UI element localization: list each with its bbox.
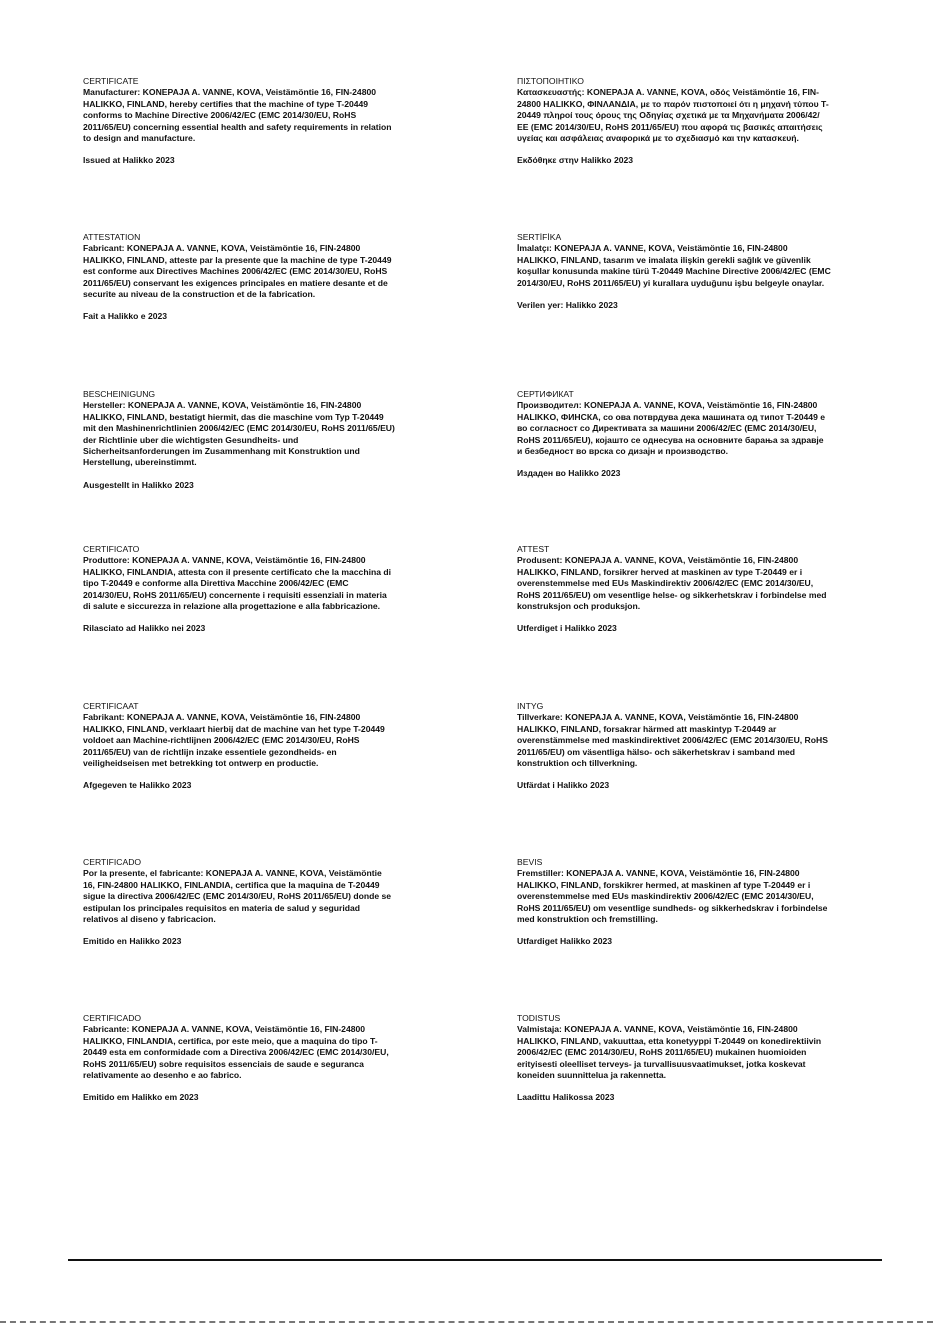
- certificate-text: Tillverkare: KONEPAJA A. VANNE, KOVA, Veistämöntie 16, FIN-24800 HALIKKO, FINLAND, forsakrar härmed att maskintyp T-20449 ar overenstämmelse med maskindirektivet 2006/42/EC (EMC 2014/30/EU, RoHS 2011/65/EU) om väsentliga hälso- och säkerhetskrav i samband med konstruktion och tillverkning.: [517, 712, 828, 769]
- certificate-issued: Fait a Halikko e 2023: [83, 311, 168, 322]
- certificate-issued: Verilen yer: Halikko 2023: [517, 300, 618, 311]
- certificate-da: [517, 857, 831, 948]
- certificate-fi: [517, 1013, 831, 1104]
- certificate-title: CERTIFICADO: [83, 1013, 142, 1023]
- certificate-title: TODISTUS: [517, 1013, 561, 1023]
- certificate-es: [83, 857, 395, 948]
- certificate-text: Κατασκευαστής: KONEPAJA A. VANNE, KOVA, οδός Veistämöntie 16, FIN-24800 HALIKKO, ΦΙΝΛΑΝΔΙΑ, με το παρόν πιστοποιεί ότι η μηχανή τύπου T-20449 πληροί τους όρους της Οδηγίας σχετικά με τα Μηχανήματα 2006/42/ΕΕ (EMC 2014/30/EU, RoHS 2011/65/EU) που αφορά τις βασικές απαιτήσεις υγείας και ασφάλειας αναφορικά με το σχεδιασμό και την κατασκευή.: [517, 87, 829, 144]
- certificate-tr: [517, 232, 831, 311]
- certificate-text: Valmistaja: KONEPAJA A. VANNE, KOVA, Veistämöntie 16, FIN-24800 HALIKKO, FINLAND, vakuuttaa, etta konetyyppi T-20449 on konedirektiivin 2006/42/EC (EMC 2014/30/EU, RoHS 2011/65/EU) mukainen huomioiden erityisesti oleelliset terveys- ja turvallisuusvaatimukset, jotka koskevat koneiden suunnittelua ja rakennetta.: [517, 1024, 822, 1081]
- certificate-en: [83, 76, 395, 167]
- certificate-title: SERTİFİKA: [517, 232, 562, 242]
- certificate-text: Fabricant: KONEPAJA A. VANNE, KOVA, Veistämöntie 16, FIN-24800 HALIKKO, FINLAND, atteste par la presente que la machine de type T-20449 est conforme aux Directives Machines 2006/42/EC (EMC 2014/30/EU, RoHS 2011/65/EU) conservant les exigences principales en matiere desante et de securite au niveau de la construction et de la fabrication.: [83, 243, 392, 300]
- certificate-nl: [83, 701, 395, 792]
- certificate-issued: Ausgestellt in Halikko 2023: [83, 479, 194, 490]
- page-edge-dashes: [0, 1321, 933, 1323]
- certificate-title: CERTIFICADO: [83, 857, 142, 867]
- certificate-issued: Издаден во Halikko 2023: [517, 468, 621, 479]
- certificate-text: Fabricante: KONEPAJA A. VANNE, KOVA, Veistämöntie 16, FIN-24800 HALIKKO, FINLANDIA, certifica, por este meio, que a maquina do tipo T-20449 esta em conformidade com a Directiva 2006/42/EC (EMC 2014/30/EU, RoHS 2011/65/EU) sobre requisitos essenciais de saude e seguranca relativamente ao desenho e ao fabrico.: [83, 1024, 389, 1081]
- certificate-issued: Utferdiget i Halikko 2023: [517, 623, 617, 634]
- certificate-title: СЕРТИФИКАТ: [517, 389, 574, 399]
- certificate-issued: Emitido em Halikko em 2023: [83, 1092, 199, 1103]
- certificate-no: [517, 544, 831, 635]
- certificate-fr: [83, 232, 395, 323]
- certificate-mk: [517, 389, 831, 480]
- certificate-title: CERTIFICATO: [83, 544, 140, 554]
- certificate-el: [517, 76, 831, 167]
- certificate-text: Fabrikant: KONEPAJA A. VANNE, KOVA, Veistämöntie 16, FIN-24800 HALIKKO, FINLAND, verklaart hierbij dat de machine van het type T-20449 voldoet aan Machine-richtlijnen 2006/42/EC (EMC 2014/30/EU, RoHS 2011/65/EU) van de richtlijn inzake essentiele gezondheids- en veiligheidseisen met betrekking tot ontwerp en productie.: [83, 712, 385, 769]
- certificate-text: Fremstiller: KONEPAJA A. VANNE, KOVA, Veistämöntie 16, FIN-24800 HALIKKO, FINLAND, forskikrer hermed, at maskinen af type T-20449 er i overenstemmelse med EUs maskindirektiv 2006/42/EC (EMC 2014/30/EU, RoHS 2011/65/EU) om vesentlige sundheds- og sikkerhedskrav i forbindelse med konstruktion och fremstilling.: [517, 868, 828, 925]
- certificate-title: ΠΙΣΤΟΠΟΙΗΤΙΚΟ: [517, 76, 584, 86]
- certificate-text: Produttore: KONEPAJA A. VANNE, KOVA, Veistämöntie 16, FIN-24800 HALIKKO, FINLANDIA, attesta con il presente certificato che la macchina di tipo T-20449 e conforme alla Direttiva Macchine 2006/42/EC (EMC 2014/30/EU, RoHS 2011/65/EU) concernente i requisiti essenziali in materia di salute e siccurezza in relazione alla progettazione e alla fabbricazione.: [83, 555, 392, 612]
- certificate-issued: Εκδόθηκε στην Halikko 2023: [517, 155, 634, 166]
- certificate-issued: Utfärdat i Halikko 2023: [517, 780, 610, 791]
- certificate-issued: Laadittu Halikossa 2023: [517, 1092, 615, 1103]
- certificate-de: [83, 389, 395, 491]
- certificate-text: Por la presente, el fabricante: KONEPAJA A. VANNE, KOVA, Veistämöntie 16, FIN-24800 HALIKKO, FINLANDIA, certifica que la maquina de T-20449 sigue la directiva 2006/42/EC (EMC 2014/30/EU, RoHS 2011/65/EU) donde se estipulan los principales requisitos en materia de salud y seguridad relativos al diseno y fabricacion.: [83, 868, 392, 925]
- certificate-title: BEVIS: [517, 857, 543, 867]
- certificate-issued: Afgegeven te Halikko 2023: [83, 780, 192, 791]
- certificate-issued: Emitido en Halikko 2023: [83, 936, 182, 947]
- certificate-text: Manufacturer: KONEPAJA A. VANNE, KOVA, Veistämöntie 16, FIN-24800 HALIKKO, FINLAND, hereby certifies that the machine of type T-20449 conforms to Machine Directive 2006/42/EC (EMC 2014/30/EU, RoHS 2011/65/EU) concerning essential health and safety requirements in relation to design and manufacture.: [83, 87, 392, 144]
- certificate-sv: [517, 701, 831, 792]
- certificate-title: ATTEST: [517, 544, 550, 554]
- certificate-text: Hersteller: KONEPAJA A. VANNE, KOVA, Veistämöntie 16, FIN-24800 HALIKKO, FINLAND, bestatigt hiermit, das die maschine vom Typ T-20449 mit den Mashinenrichtlinien 2006/42/EC (EMC 2014/30/EU, RoHS 2011/65/EU) der Richtlinie uber die wichtigsten Gesundheits- und Sicherheitsanforderungen im Zusammenhang mit Konstruktion und Herstellung, ubereinstimmt.: [83, 400, 395, 468]
- certificate-title: CERTIFICATE: [83, 76, 139, 86]
- certificate-issued: Issued at Halikko 2023: [83, 155, 175, 166]
- certificate-issued: Utfardiget Halikko 2023: [517, 936, 613, 947]
- certificate-title: CERTIFICAAT: [83, 701, 139, 711]
- certificate-text: Производител: KONEPAJA A. VANNE, KOVA, Veistämöntie 16, FIN-24800 HALIKKO, ФИНСКА, со ова потврдува дека машината од типот T-20449 е во согласност со Директивата за машини 2006/42/EC (EMC 2014/30/EU, RoHS 2011/65/EU), којашто се однесува на основните барања за здравје и безбедност во врска со дизајн и производство.: [517, 400, 826, 457]
- certificate-it: [83, 544, 395, 635]
- footer-divider: [68, 1259, 882, 1261]
- certificate-title: BESCHEINIGUNG: [83, 389, 156, 399]
- certificate-text: Produsent: KONEPAJA A. VANNE, KOVA, Veistämöntie 16, FIN-24800 HALIKKO, FINLAND, forsikrer herved at maskinen av type T-20449 er i overenstemmelse med EUs Maskindirektiv 2006/42/EC (EMC 2014/30/EU, RoHS 2011/65/EU) om vesentlige helse- og sikkerhetskrav i forbindelse med konstruksjon och produksjon.: [517, 555, 827, 612]
- certificate-issued: Rilasciato ad Halikko nei 2023: [83, 623, 206, 634]
- certificate-title: ATTESTATION: [83, 232, 141, 242]
- certificate-title: INTYG: [517, 701, 544, 711]
- certificate-text: İmalatçı: KONEPAJA A. VANNE, KOVA, Veistämöntie 16, FIN-24800 HALIKKO, FINLAND, tasarım ve imalata ilişkin gerekli sağlık ve güvenlik koşullar konusunda makine türü T-20449 Machine Directive 2006/42/EC (EMC 2014/30/EU, RoHS 2011/65/EU) yi kurallara uyduğunu işbu belgeyle onaylar.: [517, 243, 831, 288]
- certificate-pt: [83, 1013, 395, 1104]
